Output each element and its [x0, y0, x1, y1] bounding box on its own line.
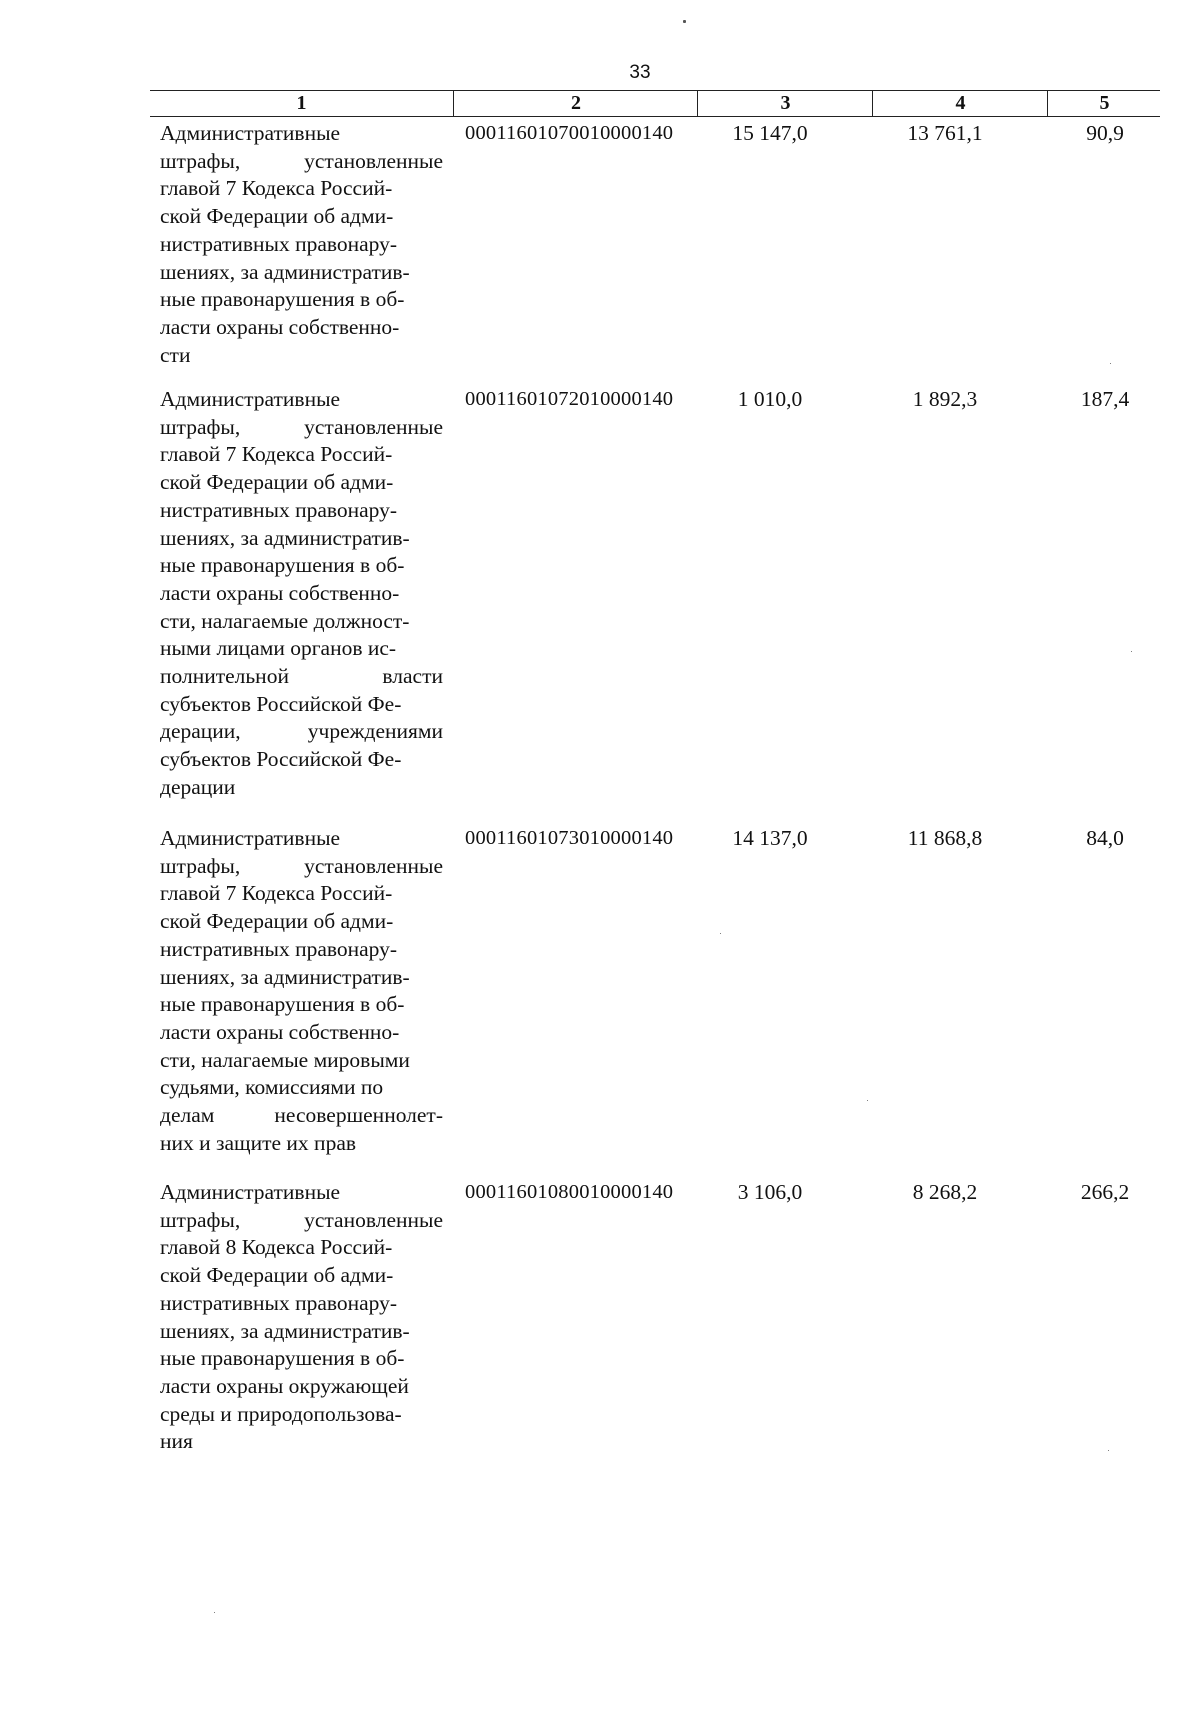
description-line: ласти охраны окружающей: [160, 1373, 409, 1398]
description-line: ласти охраны собственно-: [160, 1019, 400, 1044]
description-line: ской Федерации об адми-: [160, 470, 394, 495]
budget-code: 00011601070010000140: [465, 122, 674, 144]
description-line: нистративных правонару-: [160, 1290, 398, 1315]
description-line: нистративных правонару-: [160, 231, 398, 256]
description-line: сти: [160, 342, 191, 367]
row-description: [160, 1179, 443, 1456]
description-line: ласти охраны собственно-: [160, 580, 400, 605]
description-line: ния: [160, 1429, 193, 1454]
value-col-4: 8 268,2: [912, 1180, 978, 1204]
description-line: ской Федерации об адми-: [160, 1263, 394, 1288]
description-line: главой 8 Кодекса Россий-: [160, 1235, 393, 1260]
value-col-3: 3 106,0: [737, 1180, 803, 1204]
header-col-5: 5: [1047, 91, 1161, 116]
description-line: главой 7 Кодекса Россий-: [160, 176, 393, 201]
value-col-5: 90,9: [1086, 121, 1124, 145]
description-line: судьями, комиссиями по: [160, 1075, 384, 1100]
description-line: шениях, за административ-: [160, 1318, 410, 1343]
value-col-3: 14 137,0: [732, 826, 808, 850]
scan-speck: [1110, 363, 1111, 364]
scan-speck: [214, 1612, 215, 1613]
value-col-5: 266,2: [1080, 1180, 1130, 1204]
description-line: штрафы, установленные: [160, 148, 443, 173]
description-line: среды и природопользова-: [160, 1401, 402, 1426]
description-line: ные правонарушения в об-: [160, 553, 405, 578]
description-line: Административные: [160, 387, 341, 411]
budget-code: 00011601073010000140: [465, 827, 674, 849]
budget-code: 00011601080010000140: [465, 1181, 674, 1203]
value-col-3: 15 147,0: [732, 121, 808, 145]
description-line: сти, налагаемые мировыми: [160, 1047, 410, 1072]
value-col-4: 11 868,8: [907, 826, 983, 850]
header-col-2: 2: [453, 91, 698, 116]
scan-speck: [1131, 651, 1132, 652]
description-line: делам несовершеннолет-: [160, 1103, 443, 1128]
description-line: них и защите их прав: [160, 1130, 357, 1155]
scan-speck: [720, 933, 721, 934]
header-col-3: 3: [697, 91, 873, 116]
value-col-5: 187,4: [1080, 387, 1130, 411]
description-line: главой 7 Кодекса Россий-: [160, 442, 393, 467]
value-col-5: 84,0: [1086, 826, 1124, 850]
description-line: ской Федерации об адми-: [160, 204, 394, 229]
description-line: нистративных правонару-: [160, 497, 398, 522]
header-col-4: 4: [872, 91, 1048, 116]
description-line: ской Федерации об адми-: [160, 909, 394, 934]
scan-speck: [683, 20, 686, 23]
description-line: штрафы, установленные: [160, 1207, 443, 1232]
description-line: нистративных правонару-: [160, 936, 398, 961]
description-line: шениях, за административ-: [160, 525, 410, 550]
value-col-4: 13 761,1: [907, 121, 983, 145]
value-col-4: 1 892,3: [912, 387, 978, 411]
scan-speck: [1108, 1450, 1109, 1451]
scan-speck: [867, 1100, 868, 1101]
row-description: [160, 120, 443, 369]
description-line: полнительной власти: [160, 664, 443, 689]
page-number: 33: [629, 62, 651, 83]
description-line: шениях, за административ-: [160, 259, 410, 284]
description-line: шениях, за административ-: [160, 964, 410, 989]
description-line: ные правонарушения в об-: [160, 992, 405, 1017]
description-line: ные правонарушения в об-: [160, 1346, 405, 1371]
description-line: ласти охраны собственно-: [160, 314, 400, 339]
description-line: дерации, учреждениями: [160, 719, 443, 744]
description-line: Административные: [160, 826, 341, 850]
budget-code: 00011601072010000140: [465, 388, 674, 410]
description-line: штрафы, установленные: [160, 853, 443, 878]
description-line: субъектов Российской Фе-: [160, 691, 402, 716]
description-line: дерации: [160, 774, 236, 799]
description-line: Административные: [160, 1180, 341, 1204]
row-description: [160, 825, 443, 1157]
description-line: штрафы, установленные: [160, 414, 443, 439]
header-col-1: 1: [296, 92, 307, 114]
description-line: главой 7 Кодекса Россий-: [160, 881, 393, 906]
table-header: [150, 90, 1160, 117]
row-description: [160, 386, 443, 802]
description-line: субъектов Российской Фе-: [160, 747, 402, 772]
description-line: ными лицами органов ис-: [160, 636, 397, 661]
description-line: сти, налагаемые должност-: [160, 608, 410, 633]
description-line: ные правонарушения в об-: [160, 287, 405, 312]
value-col-3: 1 010,0: [737, 387, 803, 411]
description-line: Административные: [160, 121, 341, 145]
